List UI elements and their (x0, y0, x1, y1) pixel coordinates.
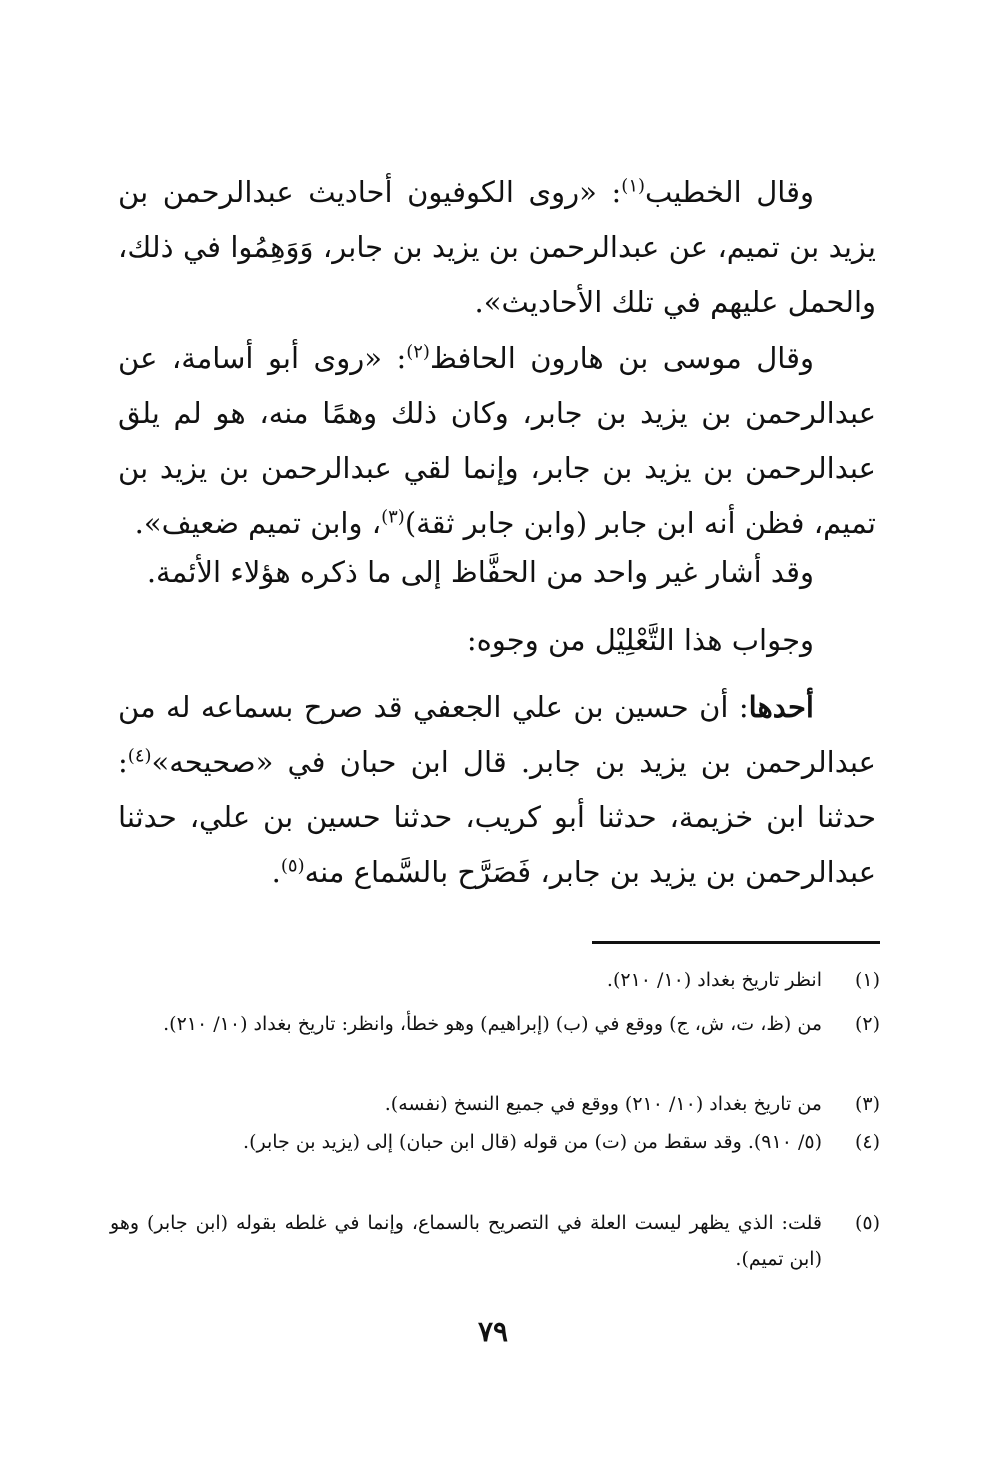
footnote-text: قلت: الذي يظهر ليست العلة في التصريح بالسماع، وإنما في غلطه بقوله (ابن جابر) وهو (ابن تميم). (110, 1212, 822, 1270)
paragraph-text: وقال موسى بن هارون الحافظ (429, 341, 814, 375)
footnote-number: (٥) (854, 1212, 880, 1234)
footnote-4 (110, 1124, 880, 1160)
page-number: ٧٩ (477, 1315, 509, 1348)
footnote-number: (١) (854, 969, 880, 991)
footnote-text: من (ظ، ت، ش، ج) ووقع في (ب) (إبراهيم) وهو خطأ، وانظر: تاريخ بغداد (١٠/ ٢١٠). (163, 1013, 822, 1035)
paragraph-khatib (118, 165, 876, 330)
footnote-2 (110, 1006, 880, 1042)
paragraph-musa (118, 331, 876, 551)
footnote-number: (٤) (854, 1131, 880, 1153)
footnote-divider (592, 941, 880, 944)
footnote-ref-5: (٥) (280, 855, 305, 877)
paragraph-jawab: وجواب هذا التَّعْلِيْل من وجوه: (466, 623, 814, 657)
footnote-text: (٥/ ٩١٠). وقد سقط من (ت) من قوله (قال ابن حبان) إلى (يزيد بن جابر). (243, 1131, 822, 1153)
footnote-text: من تاريخ بغداد (١٠/ ٢١٠) ووقع في جميع النسخ (نفسه). (384, 1093, 822, 1115)
footnote-text: انظر تاريخ بغداد (١٠/ ٢١٠). (606, 969, 822, 991)
footnote-number: (٢) (854, 1013, 880, 1035)
paragraph-text: وقال الخطيب (645, 175, 814, 209)
paragraph-ishara: وقد أشار غير واحد من الحفَّاظ إلى ما ذكره هؤلاء الأئمة. (146, 555, 814, 589)
footnote-1 (110, 962, 880, 998)
paragraph-text: : حدثنا ابن خزيمة، حدثنا أبو كريب، حدثنا حسين بن علي، حدثنا عبدالرحمن بن يزيد بن جابر، فَصَرَّح بالسَّماع منه (118, 745, 876, 889)
paragraph-text: : «روى أبو أسامة، عن عبدالرحمن بن يزيد بن جابر، وكان ذلك وهمًا منه، هو لم يلق عبدالرحمن بن يزيد بن جابر، وإنما لقي عبدالرحمن بن يزيد بن تميم، فظن أنه ابن جابر (وابن جابر ثقة) (118, 341, 876, 540)
footnote-5 (110, 1205, 880, 1277)
paragraph-text: ، وابن تميم ضعيف». (134, 506, 382, 540)
footnote-3 (110, 1086, 880, 1122)
paragraph-ahaduha (118, 680, 876, 900)
footnote-ref-2: (٢) (406, 341, 430, 363)
footnote-ref-1: (١) (621, 175, 646, 197)
footnote-ref-3: (٣) (381, 506, 405, 528)
paragraph-lead: أحدها (748, 690, 814, 724)
paragraph-text: : أن حسين بن علي الجعفي قد صرح بسماعه له من عبدالرحمن بن يزيد بن جابر. قال ابن حبان في «صحيحه» (118, 690, 876, 779)
footnote-ref-4: (٤) (127, 745, 152, 767)
footnote-number: (٣) (854, 1093, 880, 1115)
paragraph-text: : «روى الكوفيون أحاديث عبدالرحمن بن يزيد بن تميم، عن عبدالرحمن بن يزيد بن جابر، وَوَهِمُوا في ذلك، والحمل عليهم في تلك الأحاديث». (118, 175, 876, 319)
paragraph-text: . (271, 855, 281, 889)
